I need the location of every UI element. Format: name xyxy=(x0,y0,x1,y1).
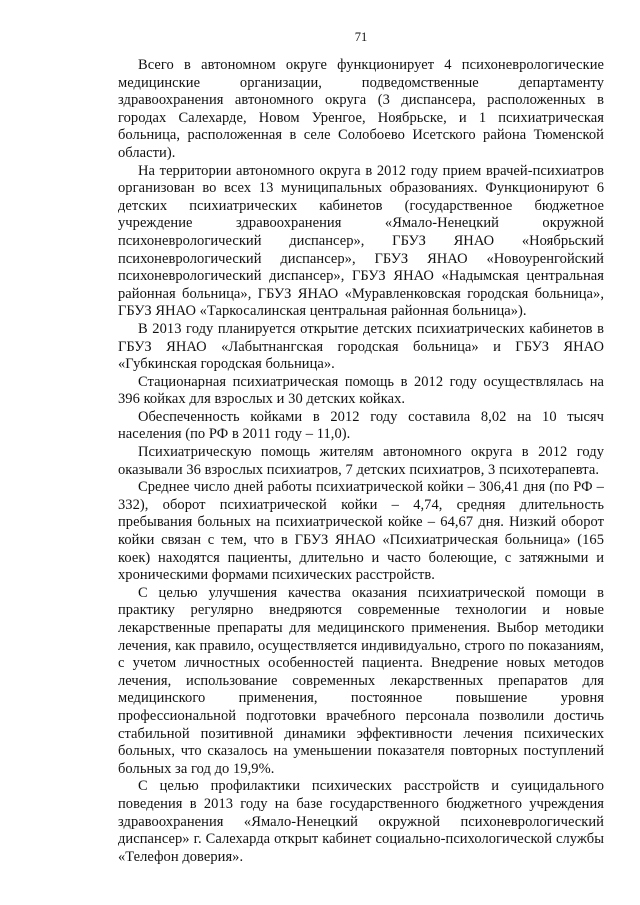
paragraph-bed-usage: Среднее число дней работы психиатрической койки – 306,41 дня (по РФ – 332), оборот психиатрической койки – 4,74, средняя длительность пребывания больных на психиатрической койке – 64,67 дня. Низкий оборот койки связан с тем, что в ГБУЗ ЯНАО «Психиатрическая больница» (165 коек) находятся пациенты, длительно и часто болеющие, с затяжными и хроническими формами психических расстройств. xyxy=(118,479,604,584)
paragraph-hotline: С целью профилактики психических расстройств и суицидального поведения в 2013 году на базе государственного бюджетного учреждения здравоохранения «Ямало-Ненецкий окружной психоневрологический диспансер» г. Салехарда открыт кабинет социально-психологической службы «Телефон доверия». xyxy=(118,778,604,865)
paragraph-bed-provision: Обеспеченность койками в 2012 году составила 8,02 на 10 тысяч населения (по РФ в 2011 году – 11,0). xyxy=(118,408,604,443)
paragraph-inpatient-care: Стационарная психиатрическая помощь в 2012 году осуществлялась на 396 койках для взрослых и 30 детских койках. xyxy=(118,373,604,408)
paragraph-organizations: Всего в автономном округе функционирует 4 психоневрологические медицинские организации, подведомственные департаменту здравоохранения автономного округа (3 диспансера, расположенных в городах Салехарде, Новом Уренгое, Ноябрьске, и 1 психиатрическая больница, расположенная в селе Солобоево Исетского района Тюменской области). xyxy=(118,57,604,161)
paragraph-psychiatrist-reception: На территории автономного округа в 2012 году прием врачей-психиатров организован во всех 13 муниципальных образованиях. Функционируют 6 детских психиатрических кабинетов (государственное бюджетное учреждение здравоохранения «Ямало-Ненецкий окружной психоневрологический диспансер», ГБУЗ ЯНАО «Ноябрьский психоневрологический диспансер», ГБУЗ ЯНАО «Новоуренгойский психоневрологический диспансер», ГБУЗ ЯНАО «Надымская центральная районная больница», ГБУЗ ЯНАО «Муравленковская городская больница», ГБУЗ ЯНАО «Таркосалинская центральная районная больница»). xyxy=(118,162,604,320)
paragraph-psychiatrist-staff: Психиатрическую помощь жителям автономного округа в 2012 году оказывали 36 взрослых психиатров, 7 детских психиатров, 3 психотерапевта. xyxy=(118,444,604,478)
paragraph-planned-cabinets: В 2013 году планируется открытие детских психиатрических кабинетов в ГБУЗ ЯНАО «Лабытнангская городская больница» и ГБУЗ ЯНАО «Губкинская городская больница». xyxy=(118,320,604,373)
page-number: 71 xyxy=(354,30,368,44)
paragraph-quality-improvement: С целью улучшения качества оказания психиатрической помощи в практику регулярно внедряются современные технологии и новые лекарственные препараты для медицинского применения. Выбор методики лечения, как правило, осуществляется индивидуально, строго по показаниям, с учетом личностных особенностей пациента. Внедрение новых методов лечения, использование современных лекарственных препаратов для медицинского применения, постоянное повышение уровня профессиональной подготовки врачебного персонала позволили достичь стабильной позитивной динамики эффективности лечения психических больных, что сказалось на уменьшении показателя повторных поступлений больных за год до 19,9%. xyxy=(118,584,604,777)
